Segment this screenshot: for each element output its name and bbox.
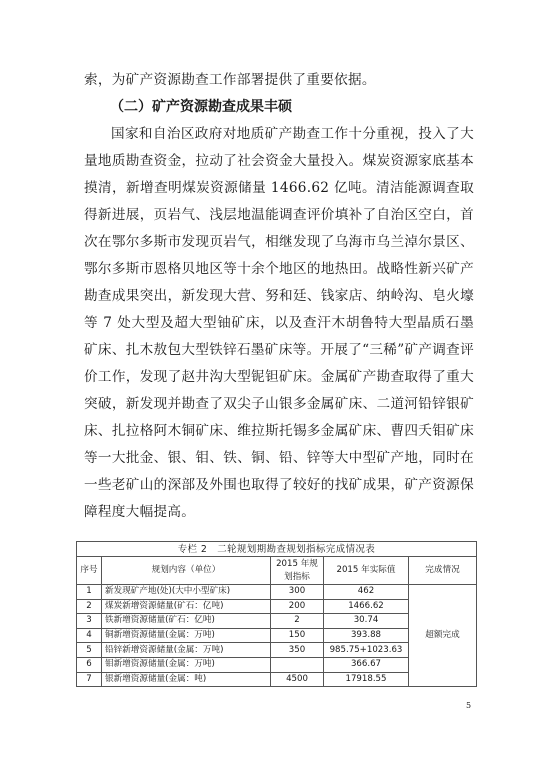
intro-paragraph: 索，为矿产资源勘查工作部署提供了重要依据。 (84, 72, 376, 88)
row-item: 铁新增资源储量(矿石：亿吨) (102, 614, 271, 629)
row-target: 4500 (271, 672, 324, 687)
header-target: 2015 年规划指标 (271, 557, 324, 585)
row-item: 铅锌新增资源储量(金属：万吨) (102, 643, 271, 658)
body-paragraph: 国家和自治区政府对地质矿产勘查工作十分重视，投入了大量地质勘查资金，拉动了社会资金大量投入。煤炭资源家底基本摸清，新增查明煤炭资源储量 1466.62 亿吨。清洁能源调查取得新进展，页岩气、浅层地温能调查评价填补了自治区空白，首次在鄂尔多斯市发现页岩气，相继发现了乌海市乌兰淖尔景区、鄂尔多斯市恩格贝地区等十余个地区的地热田。战略性新兴矿产勘查成果突出，新发现大营、努和廷、钱家店、纳岭沟、皂火壕等 7 处大型及超大型铀矿床，以及查汗木胡鲁特大型晶质石墨矿床、扎木敖包大型铁锌石墨矿床等。开展了“三稀”矿产调查评价工作，发现了赵井沟大型铌钽矿床。金属矿产勘查取得了重大突破，新发现并勘查了双尖子山银多金属矿床、二道河铅锌银矿床、扎拉格阿木铜矿床、维拉斯托锡多金属矿床、曹四夭钼矿床等一大批金、银、钼、铁、铜、铅、锌等大中型矿产地，同时在一些老矿山的深部及外围也取得了较好的找矿成果，矿产资源保障程度大幅提高。 (84, 126, 474, 520)
row-target (271, 657, 324, 672)
table-caption: 专栏 2 二轮规划期勘查规划指标完成情况表 (77, 542, 477, 557)
row-target: 350 (271, 643, 324, 658)
row-no: 3 (77, 614, 102, 629)
row-no: 2 (77, 599, 102, 614)
row-actual: 393.88 (324, 628, 409, 643)
row-item: 钼新增资源储量(金属：万吨) (102, 657, 271, 672)
row-target: 2 (271, 614, 324, 629)
row-no: 5 (77, 643, 102, 658)
row-target: 200 (271, 599, 324, 614)
row-item: 煤炭新增资源储量(矿石：亿吨) (102, 599, 271, 614)
row-item: 新发现矿产地(处)(大中小型矿床) (102, 585, 271, 600)
row-target: 150 (271, 628, 324, 643)
header-item: 规划内容（单位） (102, 557, 271, 585)
table-row (77, 585, 477, 600)
row-no: 7 (77, 672, 102, 687)
header-actual: 2015 年实际值 (324, 557, 409, 585)
page-number: 5 (466, 701, 472, 710)
status-cell: 超额完成 (409, 585, 477, 687)
row-no: 1 (77, 585, 102, 600)
row-actual: 985.75+1023.63 (324, 643, 409, 658)
row-actual: 30.74 (324, 614, 409, 629)
header-no: 序号 (77, 557, 102, 585)
planning-indicator-table (76, 541, 477, 687)
row-no: 6 (77, 657, 102, 672)
row-actual: 462 (324, 585, 409, 600)
row-item: 银新增资源储量(金属：吨) (102, 672, 271, 687)
row-no: 4 (77, 628, 102, 643)
header-status: 完成情况 (409, 557, 477, 585)
table-header-row (77, 557, 477, 585)
section-heading: （二）矿产资源勘查成果丰硕 (110, 99, 292, 115)
row-item: 铜新增资源储量(金属：万吨) (102, 628, 271, 643)
row-actual: 17918.55 (324, 672, 409, 687)
row-actual: 366.67 (324, 657, 409, 672)
row-target: 300 (271, 585, 324, 600)
row-actual: 1466.62 (324, 599, 409, 614)
